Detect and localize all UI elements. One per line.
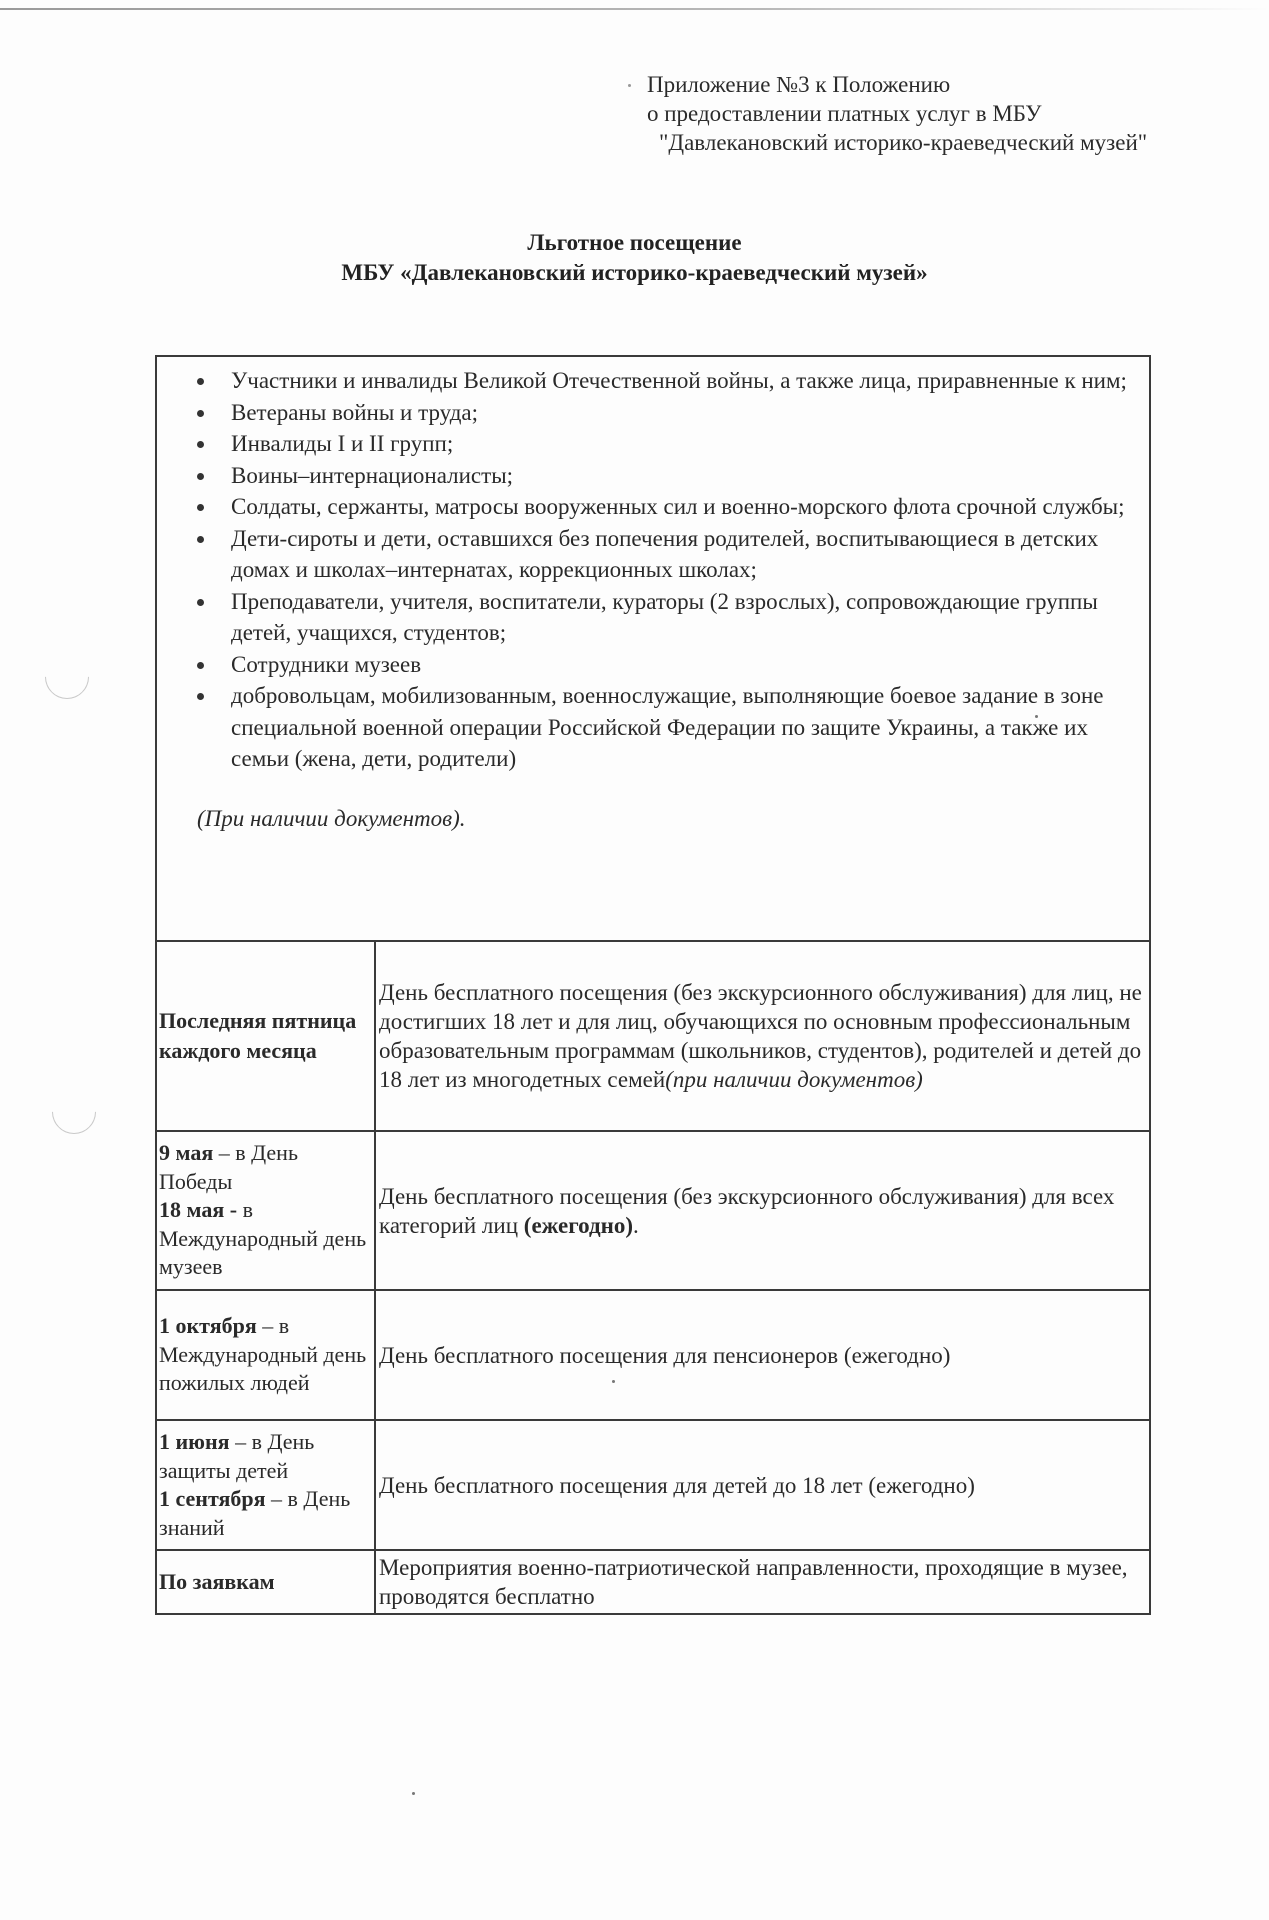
date-bold: 1 сентября: [159, 1486, 266, 1511]
description-text: День бесплатного посещения для детей до 18 лет (ежегодно): [379, 1472, 975, 1498]
appendix-line-1: Приложение №3 к Положению: [647, 72, 951, 97]
punch-hole-mark: [36, 646, 98, 708]
scan-speck: [628, 84, 631, 87]
list-item: Преподаватели, учителя, воспитатели, кураторы (2 взрослых), сопровождающие группы детей, учащихся, студентов;: [197, 586, 1139, 649]
table-row: [156, 1131, 1150, 1290]
description-bold: (ежегодно): [523, 1212, 633, 1238]
list-item: Солдаты, сержанты, матросы вооруженных сил и военно-морского флота срочной службы;: [197, 491, 1139, 523]
documents-note: (При наличии документов).: [197, 805, 466, 831]
description-text: День бесплатного посещения (без экскурсионного обслуживания) для всех категорий лиц: [379, 1183, 1115, 1238]
description-cell: [375, 941, 1150, 1131]
list-item: Ветераны войны и труда;: [197, 397, 1139, 429]
categories-row: [156, 356, 1150, 941]
title-line-1: Льготное посещение: [527, 230, 742, 255]
list-item: Участники и инвалиды Великой Отечественной войны, а также лица, приравненные к ним;: [197, 365, 1139, 397]
list-item: Сотрудники музеев: [197, 649, 1139, 681]
description-text: День бесплатного посещения (без экскурсионного обслуживания) для лиц, не достигших 18 лет и для лиц, обучающихся по основным профессиональным образовательным программам (школьников, студентов), родителей и детей до 18 лет из многодетных семей: [379, 980, 1142, 1092]
scan-speck: [412, 1792, 415, 1795]
when-cell: По заявкам: [156, 1550, 375, 1614]
date-text: в Международный день музеев: [159, 1197, 367, 1280]
date-text: – в День защиты детей: [159, 1429, 315, 1483]
appendix-header: [647, 70, 1267, 157]
title-line-2: МБУ «Давлекановский историко-краеведческий музей»: [341, 260, 928, 285]
table-row: [156, 941, 1150, 1131]
description-cell: [375, 1131, 1150, 1290]
list-item: Инвалиды I и II групп;: [197, 428, 1139, 460]
document-title: [0, 228, 1269, 288]
description-text: Мероприятия военно-патриотической направленности, проходящие в музее, проводятся бесплатно: [379, 1555, 1128, 1609]
when-cell: Последняя пятница каждого месяца: [156, 941, 375, 1131]
when-cell: [156, 1131, 375, 1290]
description-tail: .: [633, 1212, 639, 1238]
table-row: [156, 1290, 1150, 1420]
table-row: [156, 1550, 1150, 1614]
scan-edge-line: [0, 8, 1269, 10]
when-cell: [156, 1290, 375, 1420]
description-cell: [375, 1290, 1150, 1420]
categories-list: [197, 365, 1139, 775]
date-text: – в День знаний: [159, 1486, 351, 1540]
date-bold: 1 июня: [159, 1429, 230, 1454]
when-cell: [156, 1420, 375, 1550]
punch-hole-mark: [43, 1081, 105, 1143]
table-row: [156, 1420, 1150, 1550]
appendix-line-2: о предоставлении платных услуг в МБУ: [647, 101, 1042, 126]
list-item: Дети-сироты и дети, оставшихся без попечения родителей, воспитывающиеся в детских домах и школах–интернатах, коррекционных школах;: [197, 523, 1139, 586]
benefits-table: [155, 355, 1151, 1615]
date-bold: 18 мая -: [159, 1197, 238, 1223]
appendix-line-3: "Давлекановский историко-краеведческий музей": [659, 130, 1148, 155]
description-cell: [375, 1420, 1150, 1550]
description-text: День бесплатного посещения для пенсионеров (ежегодно): [379, 1342, 951, 1368]
description-cell: [375, 1550, 1150, 1614]
date-bold: 1 октября: [159, 1313, 257, 1339]
date-bold: 9 мая: [159, 1140, 214, 1166]
categories-cell: [156, 356, 1150, 941]
description-note: (при наличии документов): [665, 1067, 923, 1092]
date-text: – в Международный день пожилых людей: [159, 1313, 367, 1396]
list-item: добровольцам, мобилизованным, военнослужащие, выполняющие боевое задание в зоне специальной военной операции Российской Федерации по защите Украины, а также их семьи (жена, дети, родители): [197, 680, 1139, 775]
date-text: – в День Победы: [159, 1140, 298, 1194]
list-item: Воины–интернационалисты;: [197, 460, 1139, 492]
